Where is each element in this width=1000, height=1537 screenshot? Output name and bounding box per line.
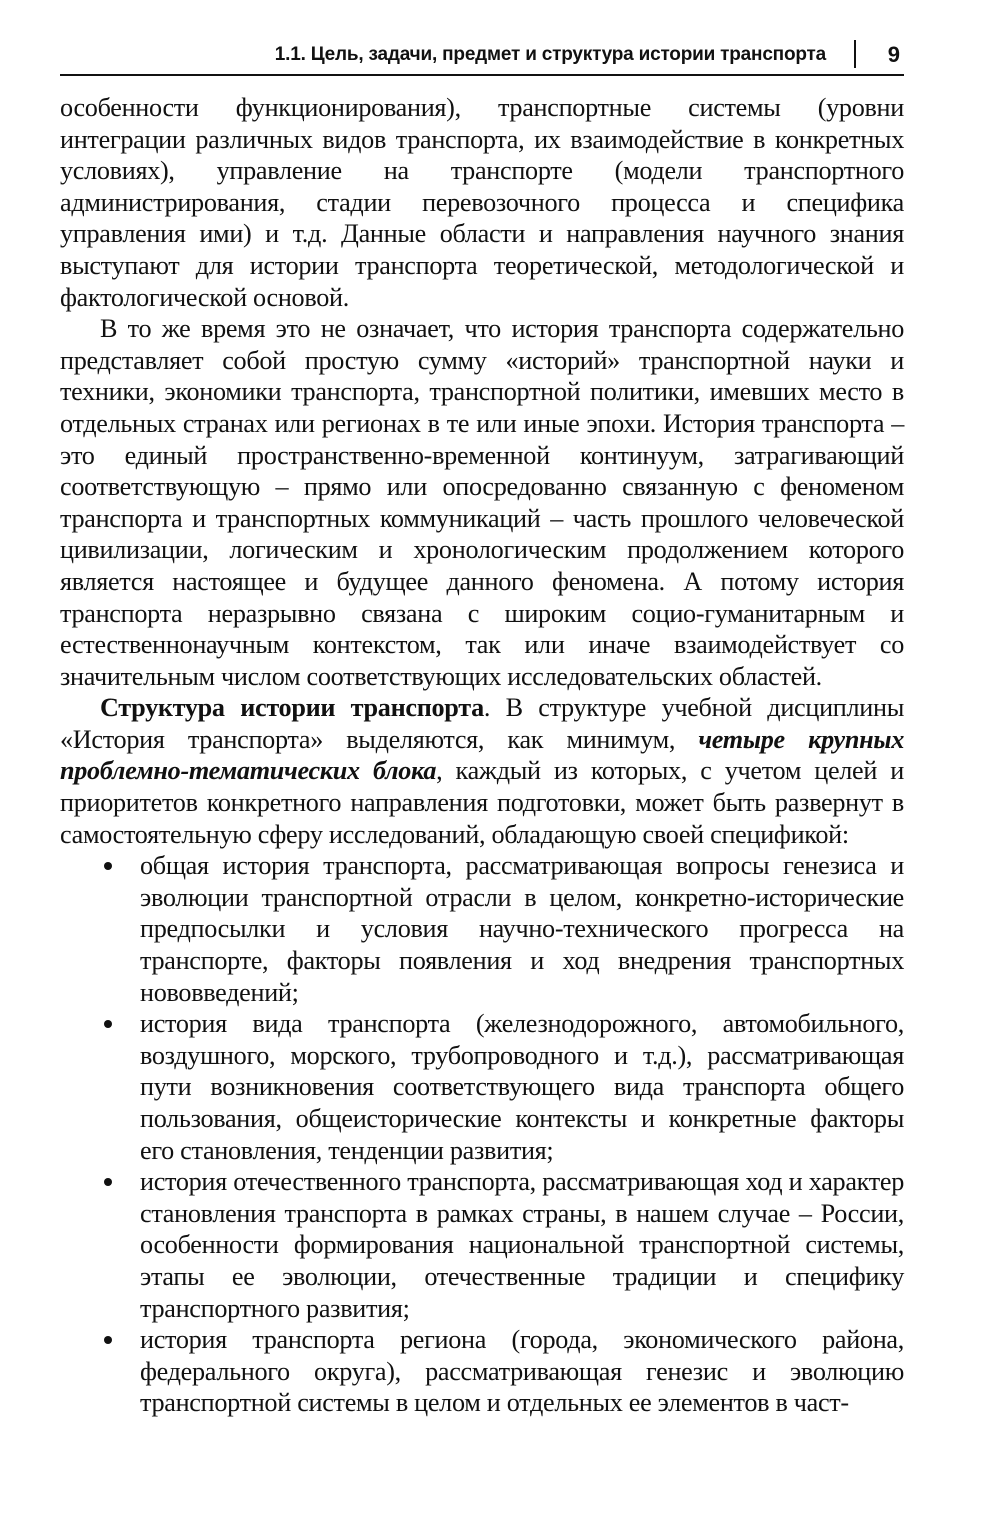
running-header	[60, 36, 904, 76]
page-body	[60, 92, 904, 1419]
list-item	[60, 1008, 904, 1166]
list-item-text: история отечественного транспорта, рассматривающая ход и характер становления транспорта в рамках страны, в нашем случае – России, особенности формирования национальной транспортной системы, этапы ее эволюции, отечественные традиции и специфику транспортного развития;	[140, 1167, 904, 1323]
bullet-list	[60, 850, 904, 1419]
paragraph-text: . В структуре учебной дисциплины «История транспорта» выделяются, как минимум,	[60, 693, 904, 754]
running-title: 1.1. Цель, задачи, предмет и структура истории транспорта	[274, 44, 826, 65]
bullet-icon	[104, 1178, 112, 1186]
bullet-icon	[104, 1336, 112, 1344]
paragraph-text: , каждый из которых, с учетом целей и приоритетов конкретного направления подготовки, может быть развернут в самостоятельную сферу исследований, обладающую своей спецификой:	[60, 756, 904, 849]
run-in-heading: Структура истории транспорта	[100, 693, 484, 723]
paragraph: В то же время это не означает, что история транспорта содержательно представляет собой простую сумму «историй» транспортной науки и техники, экономики транспорта, транспортной политики, имевших место в отдельных странах или регионах в те или иные эпохи. История транспорта – это единый пространственно-временной континуум, затрагивающий соответствующую – прямо или опосредованно связанную с феноменом транспорта и транспортных коммуникаций – часть прошлого человеческой цивилизации, логическим и хронологическим продолжением которого является настоящее и будущее данного феномена. А потому история транспорта неразрывно связана с широким социо-гуманитарным и естественнонаучным контекстом, так или иначе взаимодействует со значительным числом соответствующих исследовательских областей.	[60, 314, 904, 691]
list-item-text: общая история транспорта, рассматривающая вопросы генезиса и эволюции транспортной отрасли в целом, конкретно-исторические предпосылки и условия научно-технического прогресса на транспорте, факторы появления и ход внедрения транспортных нововведений;	[140, 851, 904, 1007]
list-item-text: история вида транспорта (железнодорожного, автомобильного, воздушного, морского, трубопроводного и т.д.), рассматривающая пути возникновения соответствующего вида транспорта общего пользования, общеисторические контексты и конкретные факторы его становления, тенденции развития;	[140, 1009, 904, 1165]
page-number: 9	[887, 42, 900, 67]
list-item	[60, 850, 904, 1008]
paragraph-continued: особенности функционирования), транспортные системы (уровни интеграции различных видов транспорта, их взаимодействие в конкретных условиях), управление на транспорте (модели транспортного администрирования, стадии перевозочного процесса и специфика управления ими) и т.д. Данные области и направления научного знания выступают для истории транспорта теоретической, методологической и фактологической основой.	[60, 93, 904, 312]
bullet-icon	[104, 1020, 112, 1028]
header-separator	[854, 40, 856, 68]
bullet-icon	[104, 862, 112, 870]
emphasis-text: четыре крупных проблемно-тематических блока	[60, 724, 905, 786]
list-item-text: история транспорта региона (города, экономического района, федерального округа), рассматривающая генезис и эволюцию транспортной системы в целом и отдельных ее элементов в част-	[140, 1325, 904, 1418]
list-item	[60, 1166, 904, 1324]
list-item	[60, 1324, 904, 1419]
paragraph-structure	[60, 692, 904, 850]
